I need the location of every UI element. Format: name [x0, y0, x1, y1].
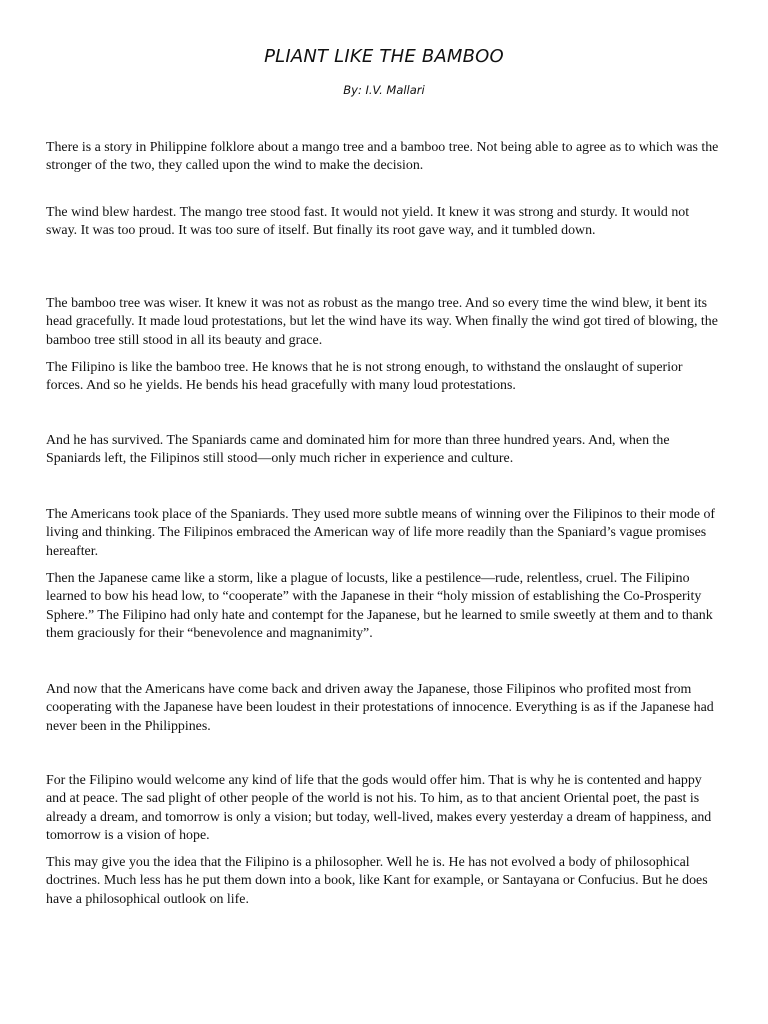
paragraph-5: And he has survived. The Spaniards came and dominated him for more than three hundred years. And, when the Spaniards left, the Filipinos still stood—only much richer in experience and culture.	[46, 433, 670, 467]
paragraph-9: For the Filipino would welcome any kind of life that the gods would offer him. That is why he is contented and happy and at peace. The sad plight of other people of the world is not his. To him, as to that ancient Oriental poet, the past is already a dream, and tomorrow is only a vision; but today, well-lived, makes every yesterday a dream of happiness, and tomorrow is a vision of hope.	[46, 773, 712, 844]
paragraph-4: The Filipino is like the bamboo tree. He knows that he is not strong enough, to withstand the onslaught of superior forces. And so he yields. He bends his head gracefully with many loud protestations.	[46, 360, 683, 394]
paragraph-8: And now that the Americans have come back and driven away the Japanese, those Filipinos who profited most from cooperating with the Japanese have been loudest in their protestations of innocence. Everything is as if the Japanese had never been in the Philippines.	[46, 682, 714, 734]
paragraph-7: Then the Japanese came like a storm, like a plague of locusts, like a pestilence—rude, relentless, cruel. The Filipino learned to bow his head low, to “cooperate” with the Japanese in their “holy mission of establishing the Co-Prosperity Sphere.” The Filipino had only hate and contempt for the Japanese, but he learned to smile sweetly at them and to thank them graciously for their “benevolence and magnanimity”.	[46, 571, 713, 642]
paragraph-10: This may give you the idea that the Filipino is a philosopher. Well he is. He has not evolved a body of philosophical doctrines. Much less has he put them down into a book, like Kant for example, or Santayana or Confucius. But he does have a philosophical outlook on life.	[46, 855, 708, 907]
paragraph-3: The bamboo tree was wiser. It knew it was not as robust as the mango tree. And so every time the wind blew, it bent its head gracefully. It made loud protestations, but let the wind have its way. When finally the wind got tired of blowing, the bamboo tree still stood in all its beauty and grace.	[46, 296, 718, 348]
paragraph-1: There is a story in Philippine folklore about a mango tree and a bamboo tree. Not being able to agree as to which was the stronger of the two, they called upon the wind to make the decision.	[46, 140, 719, 174]
paragraph-2: The wind blew hardest. The mango tree stood fast. It would not yield. It knew it was strong and sturdy. It would not sway. It was too proud. It was too sure of itself. But finally its root gave way, and it tumbled down.	[46, 205, 690, 239]
paragraph-6: The Americans took place of the Spaniards. They used more subtle means of winning over the Filipinos to their mode of living and thinking. The Filipinos embraced the American way of life more readily than the Spaniard’s vague promises hereafter.	[46, 507, 716, 559]
document-title: PLIANT LIKE THE BAMBOO	[264, 46, 504, 67]
author-byline: By: I.V. Mallari	[343, 83, 425, 97]
